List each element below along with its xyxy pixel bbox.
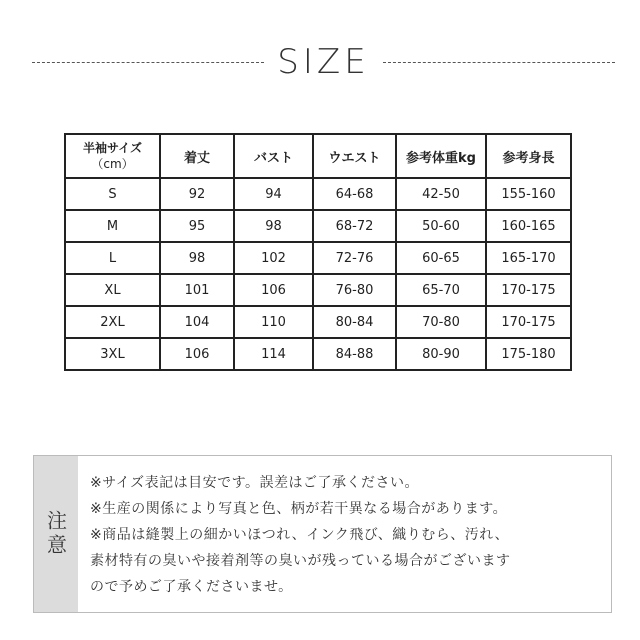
waist-cell: 64-68 bbox=[313, 178, 396, 210]
header-bust: バスト bbox=[234, 134, 313, 178]
header-size-unit: （cm） bbox=[91, 157, 134, 171]
table-header-row bbox=[65, 134, 571, 178]
weight-cell: 50-60 bbox=[396, 210, 486, 242]
title-divider-right bbox=[383, 62, 615, 63]
notice-body bbox=[78, 456, 611, 612]
length-cell: 92 bbox=[160, 178, 234, 210]
waist-cell: 76-80 bbox=[313, 274, 396, 306]
title-divider-left bbox=[32, 62, 264, 63]
weight-cell: 60-65 bbox=[396, 242, 486, 274]
bust-cell: 98 bbox=[234, 210, 313, 242]
bust-cell: 114 bbox=[234, 338, 313, 370]
table-row bbox=[65, 178, 571, 210]
length-cell: 104 bbox=[160, 306, 234, 338]
size-cell: 2XL bbox=[65, 306, 160, 338]
length-cell: 98 bbox=[160, 242, 234, 274]
size-cell: M bbox=[65, 210, 160, 242]
bust-cell: 110 bbox=[234, 306, 313, 338]
bust-cell: 102 bbox=[234, 242, 313, 274]
bust-cell: 94 bbox=[234, 178, 313, 210]
title-row bbox=[0, 38, 640, 88]
height-cell: 160-165 bbox=[486, 210, 571, 242]
waist-cell: 84-88 bbox=[313, 338, 396, 370]
length-cell: 101 bbox=[160, 274, 234, 306]
weight-cell: 65-70 bbox=[396, 274, 486, 306]
bust-cell: 106 bbox=[234, 274, 313, 306]
height-cell: 175-180 bbox=[486, 338, 571, 370]
table-row bbox=[65, 306, 571, 338]
size-cell: 3XL bbox=[65, 338, 160, 370]
height-cell: 155-160 bbox=[486, 178, 571, 210]
weight-cell: 70-80 bbox=[396, 306, 486, 338]
notice-line: ※生産の関係により写真と色、柄が若干異なる場合があります。 bbox=[90, 501, 508, 517]
waist-cell: 80-84 bbox=[313, 306, 396, 338]
notice-label-text: 注意 bbox=[43, 510, 68, 558]
waist-cell: 72-76 bbox=[313, 242, 396, 274]
height-cell: 170-175 bbox=[486, 274, 571, 306]
notice-label bbox=[34, 456, 78, 612]
height-cell: 165-170 bbox=[486, 242, 571, 274]
table-row bbox=[65, 338, 571, 370]
header-length: 着丈 bbox=[160, 134, 234, 178]
size-cell: S bbox=[65, 178, 160, 210]
table-row bbox=[65, 210, 571, 242]
notice-line: ※サイズ表記は目安です。誤差はご了承ください。 bbox=[90, 475, 419, 491]
size-cell: XL bbox=[65, 274, 160, 306]
height-cell: 170-175 bbox=[486, 306, 571, 338]
weight-cell: 42-50 bbox=[396, 178, 486, 210]
header-size bbox=[65, 134, 160, 178]
notice-line: ので予めご了承くださいませ。 bbox=[90, 579, 293, 595]
weight-cell: 80-90 bbox=[396, 338, 486, 370]
header-waist: ウエスト bbox=[313, 134, 396, 178]
size-table bbox=[64, 133, 572, 371]
length-cell: 106 bbox=[160, 338, 234, 370]
table-row bbox=[65, 242, 571, 274]
notice-line: 素材特有の臭いや接着剤等の臭いが残っている場合がございます bbox=[90, 553, 511, 569]
size-cell: L bbox=[65, 242, 160, 274]
header-height: 参考身長 bbox=[486, 134, 571, 178]
length-cell: 95 bbox=[160, 210, 234, 242]
waist-cell: 68-72 bbox=[313, 210, 396, 242]
notice-box bbox=[33, 455, 612, 613]
header-size-label: 半袖サイズ bbox=[82, 141, 143, 155]
header-weight: 参考体重kg bbox=[396, 134, 486, 178]
page-title: SIZE bbox=[277, 42, 370, 82]
notice-line: ※商品は縫製上の細かいほつれ、インク飛び、織りむら、汚れ、 bbox=[90, 527, 510, 543]
table-row bbox=[65, 274, 571, 306]
